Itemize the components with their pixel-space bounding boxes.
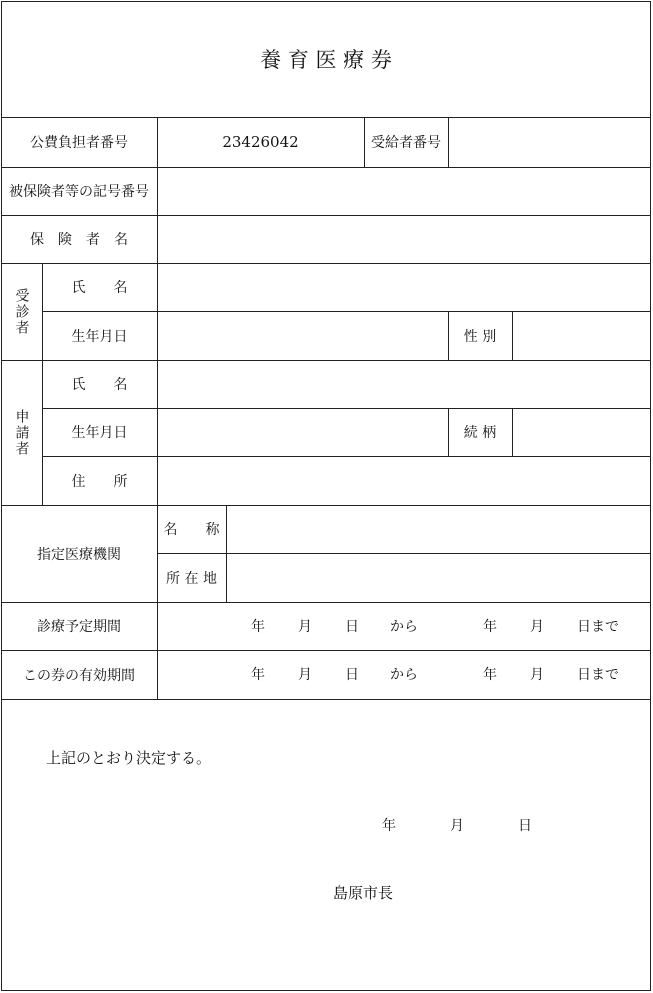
validity-until: 日まで (577, 667, 619, 683)
patient-group-label-wrap (1, 263, 42, 360)
applicant-address-field[interactable] (158, 457, 650, 504)
applicant-address-label: 住 所 (71, 473, 128, 490)
issue-year: 年 (382, 818, 396, 834)
treatment-start-month: 月 (298, 619, 312, 635)
applicant-dob-label: 生年月日 (71, 425, 128, 441)
insurer-label: 保 険 者 名 (30, 232, 128, 248)
patient-group-label: 受診者 (13, 287, 30, 336)
insured-symbol-field[interactable] (158, 168, 650, 214)
insurer-field[interactable] (158, 216, 650, 262)
issuer-name: 島原市長 (333, 884, 394, 902)
issue-day: 日 (518, 818, 532, 834)
validity-end-year: 年 (483, 667, 497, 683)
institution-name-label: 名 称 (163, 522, 220, 538)
institution-name-field[interactable] (227, 506, 650, 552)
applicant-dob-field[interactable] (158, 409, 447, 455)
treatment-start-day: 日 (345, 619, 359, 635)
divider-footer (1, 699, 651, 700)
treatment-end-year: 年 (483, 619, 497, 635)
patient-dob-label: 生年月日 (71, 328, 128, 345)
recipient-number-label: 受給者番号 (371, 135, 441, 151)
treatment-from: から (390, 619, 418, 635)
page-title: 養 育 医 療 券 (260, 48, 392, 72)
treatment-start-year: 年 (251, 619, 265, 635)
institution-location-field[interactable] (227, 554, 650, 601)
issue-month: 月 (450, 818, 464, 834)
payer-number-label: 公費負担者番号 (30, 135, 128, 151)
applicant-name-label: 氏 名 (71, 377, 128, 393)
patient-name-label: 氏 名 (71, 280, 128, 296)
institution-label: 指定医療機関 (37, 546, 121, 563)
treatment-period-label: 診療予定期間 (37, 619, 121, 635)
validity-start-month: 月 (298, 667, 312, 683)
applicant-group-label: 申請者 (13, 408, 30, 457)
validity-end-month: 月 (530, 667, 544, 683)
insured-symbol-label: 被保険者等の記号番号 (9, 184, 149, 200)
patient-name-field[interactable] (158, 264, 650, 310)
validity-start-day: 日 (345, 667, 359, 683)
validity-start-year: 年 (251, 667, 265, 683)
applicant-name-field[interactable] (158, 361, 650, 407)
applicant-relation-field[interactable] (513, 409, 650, 455)
treatment-end-month: 月 (530, 619, 544, 635)
institution-location-label: 所 在 地 (166, 570, 217, 587)
recipient-number-field[interactable] (449, 118, 650, 166)
payer-number-value: 23426042 (222, 133, 299, 151)
patient-dob-field[interactable] (158, 312, 447, 359)
patient-sex-label: 性 別 (463, 328, 497, 345)
patient-sex-field[interactable] (513, 312, 650, 359)
treatment-until: 日まで (577, 619, 619, 635)
applicant-relation-label: 続 柄 (463, 425, 497, 441)
validity-period-label: この券の有効期間 (23, 667, 135, 684)
applicant-group-label-wrap (1, 360, 42, 505)
decision-statement: 上記のとおり決定する。 (46, 749, 212, 767)
validity-from: から (390, 667, 418, 683)
